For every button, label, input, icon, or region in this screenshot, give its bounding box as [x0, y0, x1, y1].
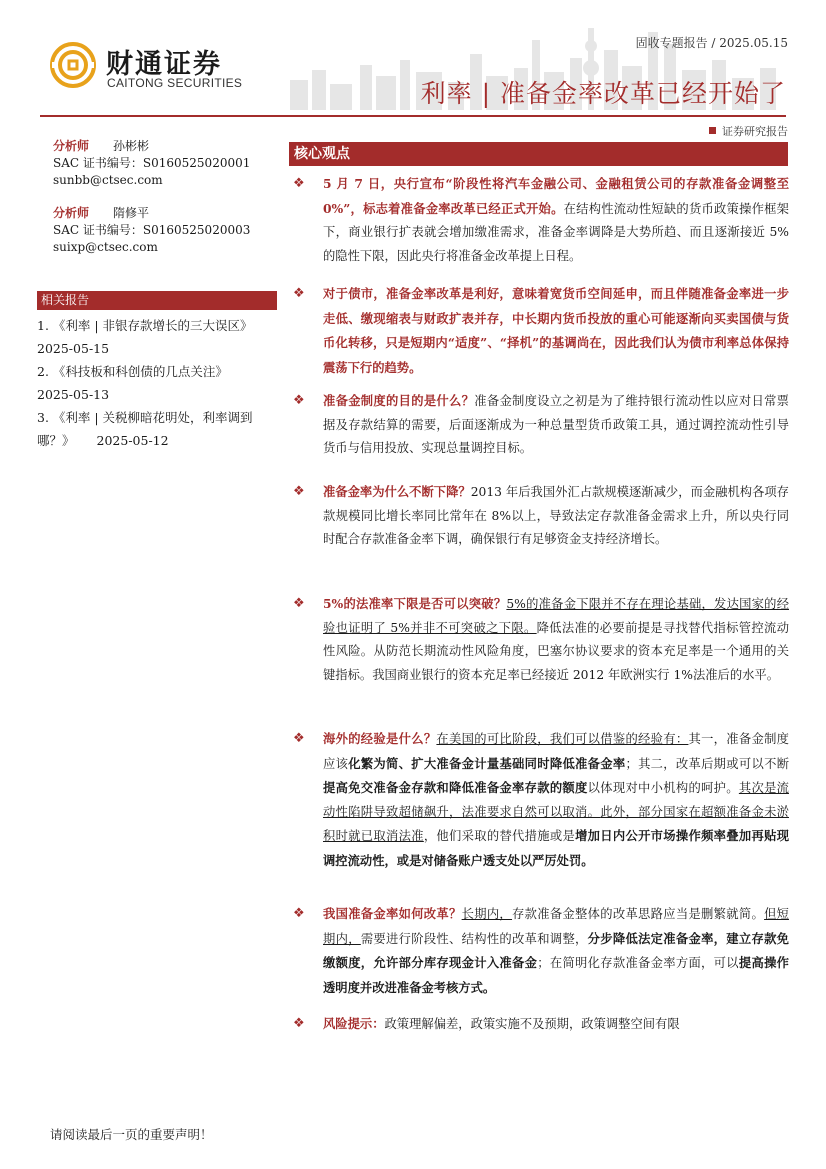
point-underlined-text: 但短期内， — [323, 907, 789, 946]
page-title: 利率 | 准备金率改革已经开始了 — [420, 79, 786, 108]
point-text: 以体现对中小机构的呵护。 — [587, 781, 739, 795]
point-bold-text: 提高操作透明度并改进准备金考核方式。 — [323, 955, 789, 995]
analyst-role: 分析师 — [53, 206, 90, 220]
analyst-card — [53, 205, 281, 256]
core-point — [293, 282, 789, 380]
point-text: 在结构性流动性短缺的货币政策操作框架下，商业银行扩表就会增加缴准需求，准备金率调降是大势所趋、而且逐渐接近 5%的隐性下限，因此央行将准备金改革提上日程。 — [323, 201, 789, 263]
related-reports-header: 相关报告 — [37, 291, 277, 310]
sac-label: SAC 证书编号： — [53, 156, 143, 170]
point-bold-text: 化繁为简、扩大准备金计量基础同时降低准备金率 — [348, 755, 626, 771]
report-type-label: 证券研究报告 — [722, 125, 788, 138]
point-underlined-text: 此外，部分国家在超额准备金未淤积时就已取消法准 — [323, 804, 789, 843]
related-report-item[interactable] — [37, 314, 283, 360]
point-text: 其一，准备金制度应该 — [323, 732, 789, 771]
point-highlight: 我国准备金率如何改革？ — [323, 906, 462, 921]
header-divider — [40, 115, 786, 117]
analyst-email[interactable]: suixp@ctsec.com — [53, 240, 158, 254]
point-underlined-text: 长期内， — [461, 907, 513, 921]
core-point — [293, 389, 789, 461]
analyst-email[interactable]: sunbb@ctsec.com — [53, 173, 163, 187]
sac-label: SAC 证书编号： — [53, 223, 143, 237]
diamond-bullet-icon: ❖ — [293, 596, 305, 611]
analyst-name: 孙彬彬 — [113, 139, 150, 153]
point-text: 需要进行阶段性、结构性的改革和调整， — [360, 931, 588, 946]
point-highlight: 准备金率为什么不断下降？ — [323, 484, 471, 499]
logo-coin-icon — [50, 42, 96, 88]
diamond-bullet-icon: ❖ — [293, 176, 305, 191]
point-text: 2013 年后我国外汇占款规模逐渐减少，而金融机构各项存款规模同比增长率同比常年在 8%以上，导致法定存款准备金需求上升，所以央行同时配合存款准备金率下调，确保银行有足够资金支持经济增长。 — [323, 485, 789, 546]
diamond-bullet-icon: ❖ — [293, 1016, 305, 1031]
analyst-role: 分析师 — [53, 139, 90, 153]
point-highlight: 5 月 7 日，央行宣布“阶段性将汽车金融公司、金融租赁公司的存款准备金调整至 0%”，标志着准备金率改革已经正式开始。 — [323, 176, 789, 216]
diamond-bullet-icon: ❖ — [293, 906, 305, 921]
core-point — [293, 592, 789, 687]
related-report-date: 2025-05-13 — [37, 387, 110, 402]
point-highlight: 5%的法准率下限是否可以突破？ — [323, 596, 507, 611]
diamond-bullet-icon: ❖ — [293, 286, 305, 301]
core-viewpoints-header: 核心观点 — [289, 142, 788, 166]
related-report-item[interactable] — [37, 360, 283, 406]
point-highlight: 海外的经验是什么？ — [323, 731, 437, 746]
point-underlined-text: 在美国的可比阶段，我们可以借鉴的经验有： — [436, 732, 689, 746]
core-point — [293, 727, 789, 873]
point-underlined-text: 其次是流动性陷阱导致超储飙升，法准要求自然可以取消。 — [323, 781, 789, 819]
related-report-date: 2025-05-15 — [37, 341, 110, 356]
point-bold-text: 提高免交准备金存款和降低准备金率存款的额度 — [323, 780, 588, 795]
analyst-card — [53, 138, 281, 189]
point-text: ；在简明化存款准备金率方面，可以 — [537, 956, 739, 970]
related-report-title[interactable]: 1. 《利率 | 非银存款增长的三大误区》 — [37, 318, 253, 333]
sac-number: S0160525020001 — [142, 156, 251, 170]
point-text: ；其二，改革后期或可以不断 — [625, 756, 789, 771]
point-text: 准备金制度设立之初是为了维持银行流动性以应对日常票据及存款结算的需要，后面逐渐成为一种总量型货币政策工具，通过调控流动性引导货币与信用投放、实现总量调控目标。 — [323, 394, 789, 455]
report-meta: 固收专题报告 / 2025.05.15 — [635, 36, 788, 50]
risk-label: 风险提示： — [323, 1016, 385, 1031]
square-bullet-icon — [709, 127, 716, 134]
related-report-date: 2025-05-12 — [96, 433, 169, 448]
report-type-tag — [709, 123, 788, 139]
point-text: 降低法准的必要前提是寻找替代指标管控流动性风险。从防范长期流动性风险角度，巴塞尔协议要求的资本充足率是一个通用的关键指标。我国商业银行的资本充足率已经接近 2012 年欧洲实行 1%法准后的水平。 — [323, 620, 789, 682]
risk-text: 政策理解偏差，政策实施不及预期，政策调整空间有限 — [384, 1017, 680, 1031]
core-point — [293, 172, 789, 268]
point-bold-text: 分步降低法定准备金率，建立存款免缴额度，允许部分库存现金计入准备金 — [323, 930, 789, 970]
related-reports-list — [37, 314, 283, 452]
disclaimer-footer: 请阅读最后一页的重要声明！ — [50, 1127, 213, 1142]
related-report-item[interactable] — [37, 406, 283, 452]
point-underlined-text: 5%的准备金下限并不存在理论基础，发达国家的经验也证明了 5%并非不可突破之下限。 — [323, 597, 789, 635]
diamond-bullet-icon: ❖ — [293, 731, 305, 746]
point-highlight: 准备金制度的目的是什么？ — [323, 393, 475, 408]
company-logo — [50, 38, 260, 94]
analyst-name: 隋修平 — [113, 206, 150, 220]
point-bold-text: 增加日内公开市场操作频率叠加再贴现调控流动性，或是对储备账户透支处以严厉处罚。 — [323, 828, 789, 868]
risk-note — [293, 1012, 789, 1037]
logo-text-cn: 财通证券 — [106, 49, 222, 80]
point-text: 存款准备金整体的改革思路应当是删繁就简。 — [512, 907, 765, 921]
point-text: ，他们采取的替代措施或是 — [423, 829, 576, 843]
diamond-bullet-icon: ❖ — [293, 393, 305, 408]
core-point — [293, 480, 789, 552]
logo-text-en: CAITONG SECURITIES — [107, 76, 243, 90]
related-report-title[interactable]: 3. 《利率 | 关税柳暗花明处，利率调到哪？》 — [37, 410, 253, 448]
related-report-title[interactable]: 2. 《科技板和科创债的几点关注》 — [37, 364, 228, 379]
core-point — [293, 902, 789, 1000]
diamond-bullet-icon: ❖ — [293, 484, 305, 499]
sac-number: S0160525020003 — [142, 223, 251, 237]
point-highlight: 对于债市，准备金率改革是利好，意味着宽货币空间延申，而且伴随准备金率进一步走低、缴现缩表与财政扩表并存，中长期内货币投放的重心可能逐渐向买卖国债与货币化转移，只是短期内“适度”、“择机”的基调尚在，因此我们认为债市利率总体保持震荡下行的趋势。 — [323, 286, 789, 375]
